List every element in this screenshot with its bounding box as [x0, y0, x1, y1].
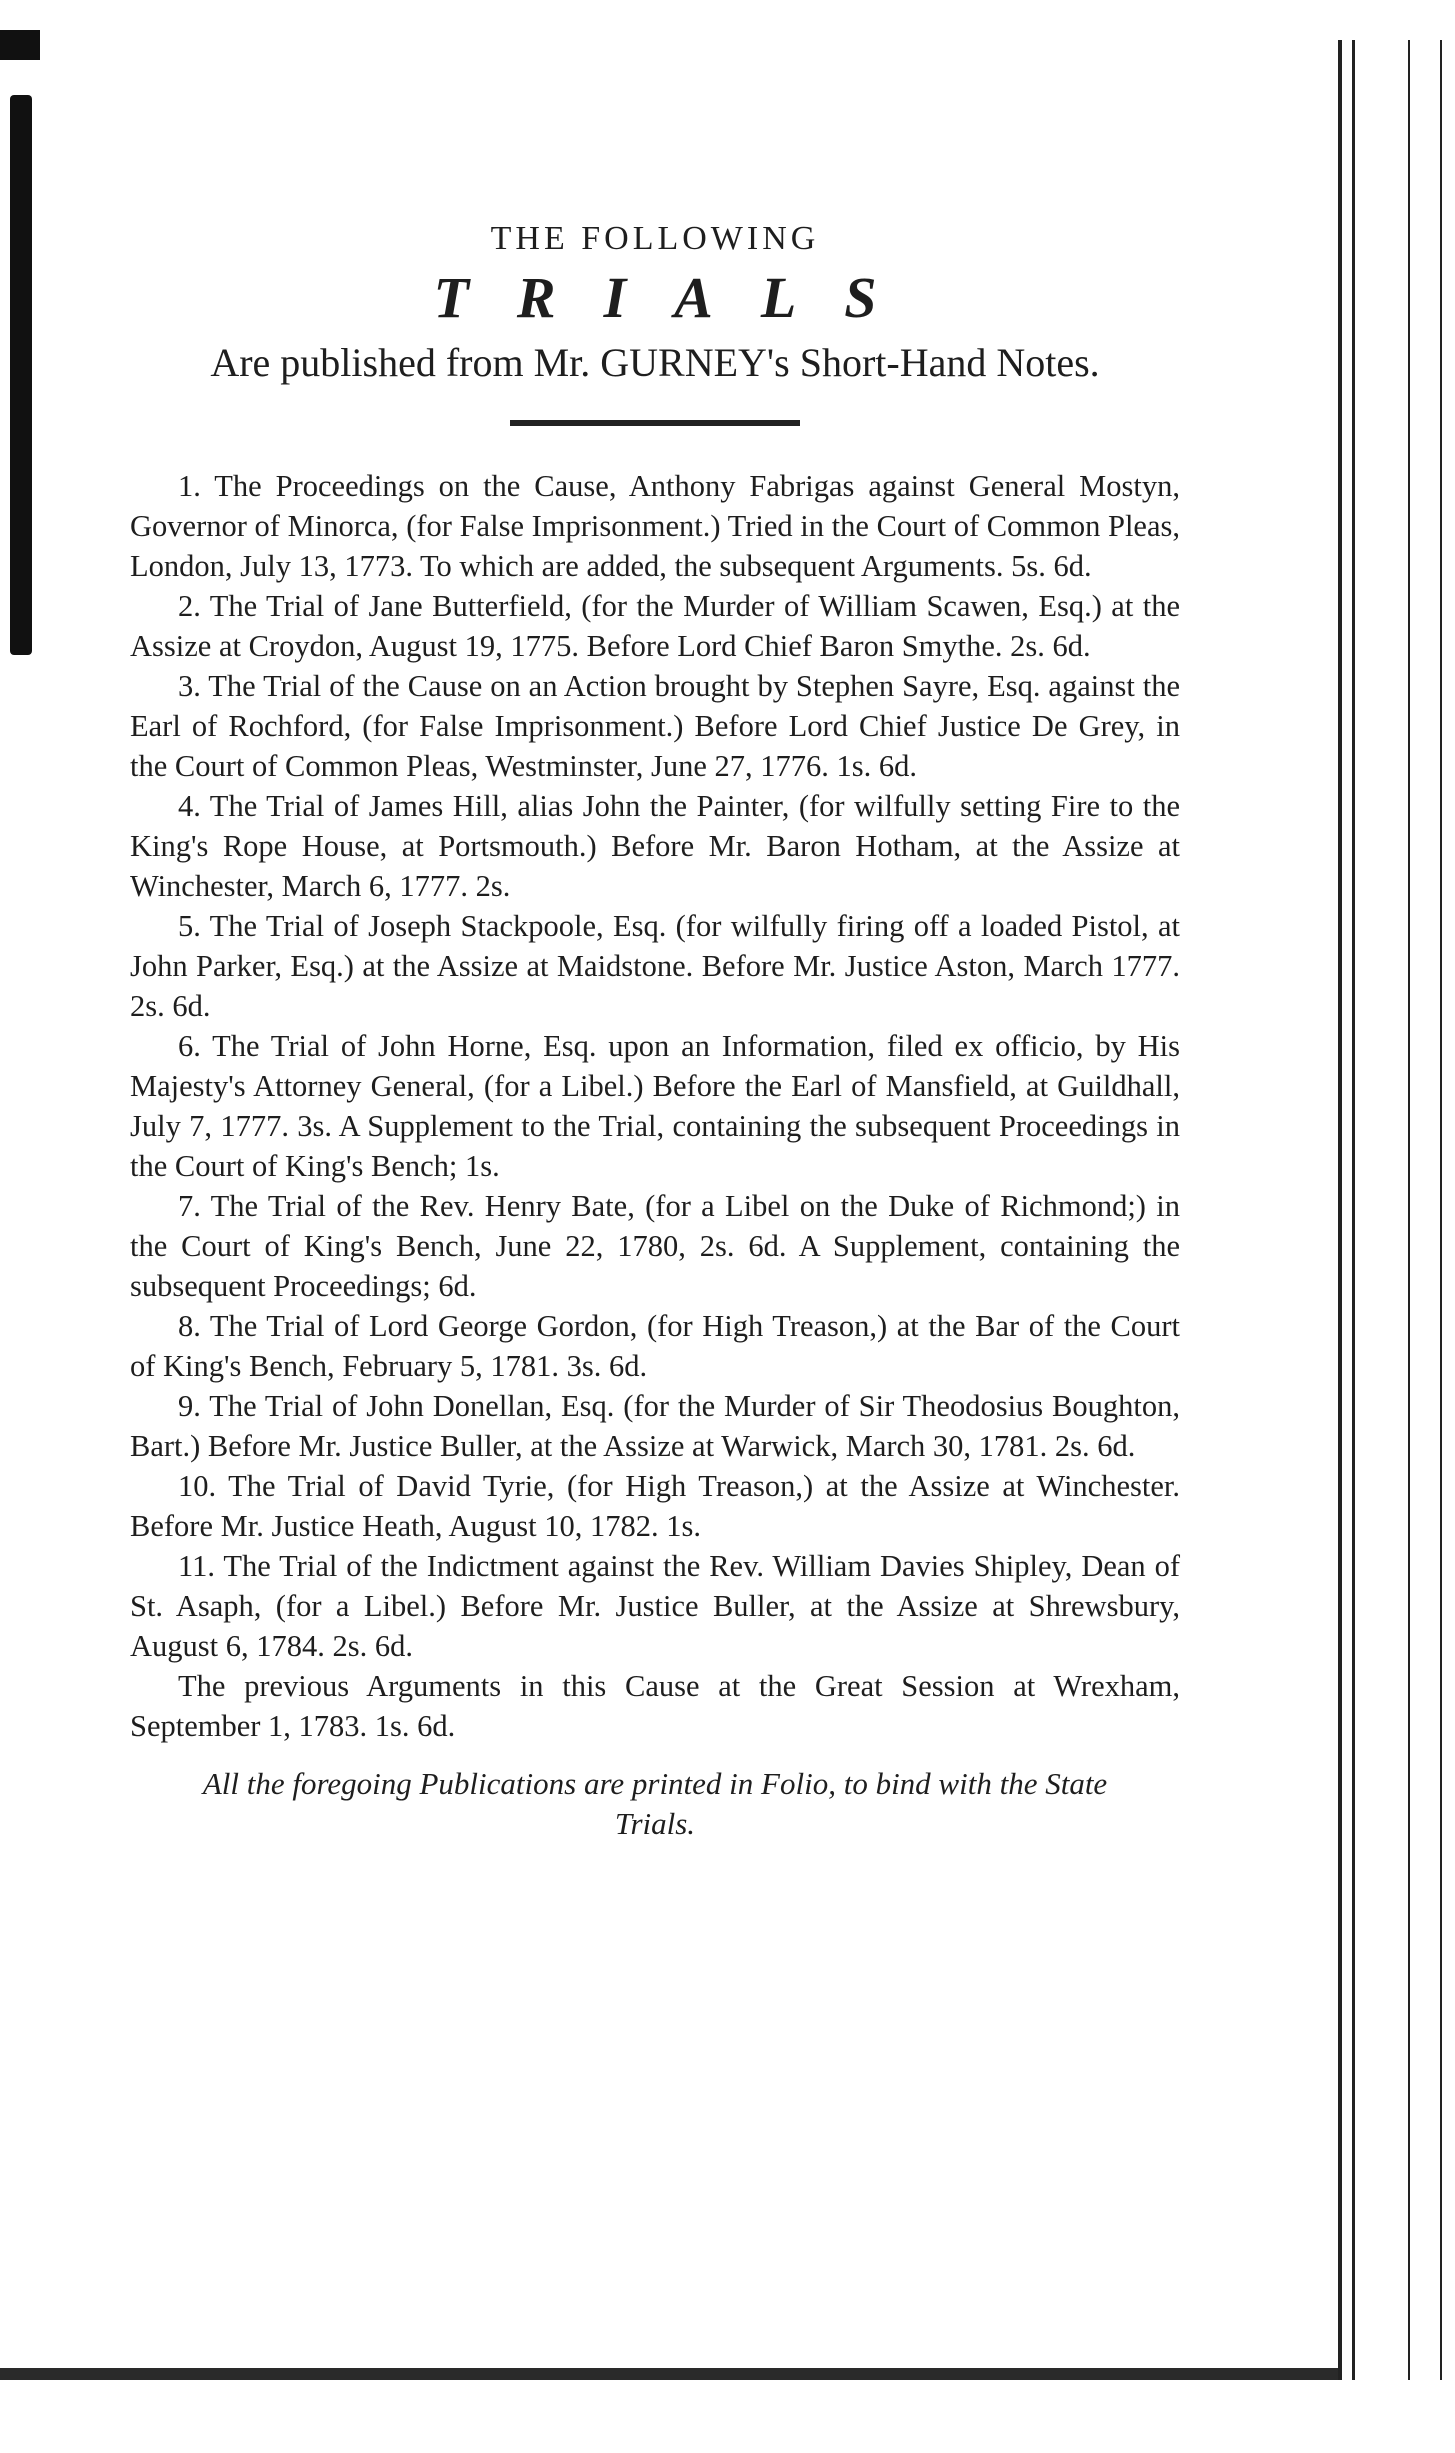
scan-edge-mark: [0, 30, 40, 60]
list-item: 5. The Trial of Joseph Stackpoole, Esq. (for wilfully firing off a loaded Pistol, at John Parker, Esq.) at the Assize at Maidstone. Before Mr. Justice Aston, March 1777. 2s. 6d.: [130, 909, 1180, 1023]
page-edge-line: [1338, 40, 1342, 2380]
page-edge-line: [1352, 40, 1355, 2380]
list-item: 2. The Trial of Jane Butterfield, (for the Murder of William Scawen, Esq.) at the Assize at Croydon, August 19, 1775. Before Lord Chief Baron Smythe. 2s. 6d.: [130, 589, 1180, 663]
list-item: 8. The Trial of Lord George Gordon, (for High Treason,) at the Bar of the Court of King's Bench, February 5, 1781. 3s. 6d.: [130, 1309, 1180, 1383]
list-item: 4. The Trial of James Hill, alias John the Painter, (for wilfully setting Fire to the King's Rope House, at Portsmouth.) Before Mr. Baron Hotham, at the Assize at Winchester, March 6, 1777. 2s.: [130, 789, 1180, 903]
trials-list: [130, 466, 1180, 1746]
heading-divider: [510, 420, 800, 426]
list-item: 9. The Trial of John Donellan, Esq. (for the Murder of Sir Theodosius Boughton, Bart.) Before Mr. Justice Buller, at the Assize at Warwick, March 30, 1781. 2s. 6d.: [130, 1389, 1180, 1463]
list-item: 11. The Trial of the Indictment against the Rev. William Davies Shipley, Dean of St. Asaph, (for a Libel.) Before Mr. Justice Buller, at the Assize at Shrewsbury, August 6, 1784. 2s. 6d.: [130, 1549, 1180, 1663]
heading-subtitle: Are published from Mr. GURNEY's Short-Hand Notes.: [210, 340, 1100, 385]
list-item: 1. The Proceedings on the Cause, Anthony Fabrigas against General Mostyn, Governor of Minorca, (for False Imprisonment.) Tried in the Court of Common Pleas, London, July 13, 1773. To which are added, the subsequent Arguments. 5s. 6d.: [130, 469, 1180, 583]
list-item: 3. The Trial of the Cause on an Action brought by Stephen Sayre, Esq. against the Earl of Rochford, (for False Imprisonment.) Before Lord Chief Justice De Grey, in the Court of Common Pleas, Westminster, June 27, 1776. 1s. 6d.: [130, 669, 1180, 783]
scan-bottom-edge: [0, 2368, 1340, 2380]
list-item: 6. The Trial of John Horne, Esq. upon an Information, filed ex officio, by His Majesty's Attorney General, (for a Libel.) Before the Earl of Mansfield, at Guildhall, July 7, 1777. 3s. A Supplement to the Trial, containing the subsequent Proceedings in the Court of King's Bench; 1s.: [130, 1029, 1180, 1183]
footer-note: All the foregoing Publications are printed in Folio, to bind with the State Trials.: [202, 1766, 1108, 1841]
list-item: 7. The Trial of the Rev. Henry Bate, (for a Libel on the Duke of Richmond;) in the Court of King's Bench, June 22, 1780, 2s. 6d. A Supplement, containing the subsequent Proceedings; 6d.: [130, 1189, 1180, 1303]
document-page: [130, 200, 1180, 1844]
list-item: The previous Arguments in this Cause at the Great Session at Wrexham, September 1, 1783. 1s. 6d.: [130, 1669, 1180, 1743]
scan-binding-shadow: [10, 95, 32, 655]
page-edge-line: [1440, 40, 1442, 2380]
page-title: TRIALS: [433, 265, 925, 330]
page-edge-line: [1408, 40, 1410, 2380]
heading-preamble: THE FOLLOWING: [490, 220, 820, 257]
list-item: 10. The Trial of David Tyrie, (for High Treason,) at the Assize at Winchester. Before Mr. Justice Heath, August 10, 1782. 1s.: [130, 1469, 1180, 1543]
